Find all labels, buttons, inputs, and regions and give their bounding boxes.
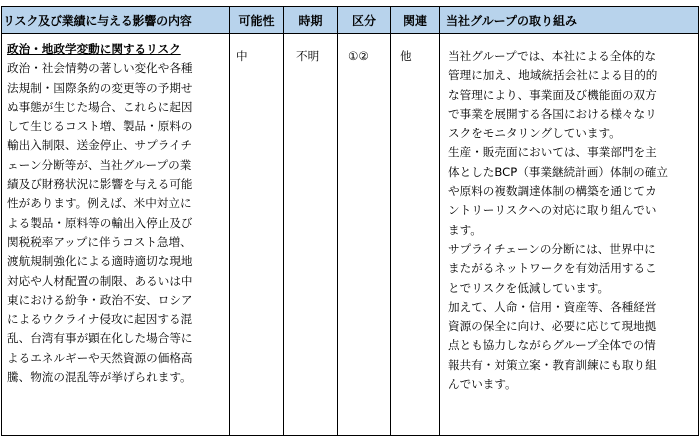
initiative-line: 管理に加え、地域統括会社による目的的 xyxy=(448,68,658,83)
header-timing: 時期 xyxy=(284,7,338,34)
initiative-line: 当社グループでは、本社による全体的な xyxy=(448,49,657,63)
description-line: 性があります。例えば、米中対立に xyxy=(7,196,192,211)
initiative-line: 生産・販売面においては、事業部門を主 xyxy=(448,145,657,160)
initiative-line: とでリスクを低減しています。 xyxy=(448,280,610,295)
header-row xyxy=(2,7,699,34)
initiative-line: ます。 xyxy=(448,222,482,237)
description-line: して生じるコスト増、製品・原料の xyxy=(7,119,193,134)
initiative-line: 加えて、人命・信用・資産等、各種経営 xyxy=(448,299,657,314)
description-line: 東における紛争・政治不安、ロシア xyxy=(7,292,193,307)
initiative-line: ントリーリスクへの対応に取り組んでい xyxy=(448,203,657,218)
initiatives-text xyxy=(448,47,690,394)
initiative-line: 報共有・対策立案・教育訓練にも取り組 xyxy=(448,357,657,372)
description-line: ェーン分断等が、当社グループの業 xyxy=(7,157,192,172)
header-related: 関連 xyxy=(391,7,440,34)
description-line: よる製品・原料等の輸出入停止及び xyxy=(7,215,193,230)
description-line: よるエネルギーや天然資源の価格高 xyxy=(7,350,193,365)
risk-description-cell xyxy=(2,34,230,436)
description-line: によるウクライナ侵攻に起因する混 xyxy=(7,312,193,327)
description-line: 対応や人材配置の制限、あるいは中 xyxy=(7,273,193,288)
initiative-line: で事業を展開する各国における様々なリ xyxy=(448,106,657,121)
initiative-line: またがるネットワークを有効活用するこ xyxy=(448,261,657,276)
timing-cell: 不明 xyxy=(284,34,338,436)
initiative-line: 資源の保全に向け、必要に応じて現地拠 xyxy=(448,319,657,334)
initiative-line: 体としたBCP（事業継続計画）体制の確立 xyxy=(448,164,668,179)
category-cell: ①② xyxy=(338,34,391,436)
description-line: 輸出入制限、送金停止、サプライチ xyxy=(7,138,193,153)
initiatives-cell xyxy=(440,34,699,436)
risk-topic-title: 政治・地政学変動に関するリスク xyxy=(7,42,181,56)
description-line: 政治・社会情勢の著しい変化や各種 xyxy=(7,61,193,76)
initiative-line: な管理により、事業面及び機能面の双方 xyxy=(448,87,657,102)
description-line: 渡航規制強化による適時適切な現地 xyxy=(7,254,193,269)
initiative-line: スクをモニタリングしています。 xyxy=(448,126,621,141)
description-line: 関税税率アップに伴うコスト急増、 xyxy=(7,234,192,249)
description-line: 騰、物流の混乱等が挙げられます。 xyxy=(7,370,192,385)
risk-table xyxy=(1,6,699,436)
header-initiatives: 当社グループの取り組み xyxy=(440,7,699,34)
header-category: 区分 xyxy=(338,7,391,34)
description-line: ぬ事態が生じた場合、これらに起因 xyxy=(7,99,193,114)
initiative-line: 点とも協力しながらグループ全体での情 xyxy=(448,338,656,353)
related-cell: 他 xyxy=(391,34,440,436)
risk-description xyxy=(7,59,227,387)
header-likelihood: 可能性 xyxy=(230,7,284,34)
header-risk-content: リスク及び業績に与える影響の内容 xyxy=(2,7,230,34)
likelihood-cell: 中 xyxy=(230,34,284,436)
initiative-line: サプライチェーンの分断には、世界中に xyxy=(448,241,656,256)
initiative-line: や原料の複数調達体制の構築を通じてカ xyxy=(448,184,657,199)
description-line: 乱、台湾有事が顕在化した場合等に xyxy=(7,331,193,346)
initiative-line: んでいます。 xyxy=(448,377,517,392)
table-row xyxy=(2,34,699,436)
description-line: 績及び財務状況に影響を与える可能 xyxy=(7,177,193,192)
description-line: 法規制・国際条約の変更等の予期せ xyxy=(7,80,193,95)
